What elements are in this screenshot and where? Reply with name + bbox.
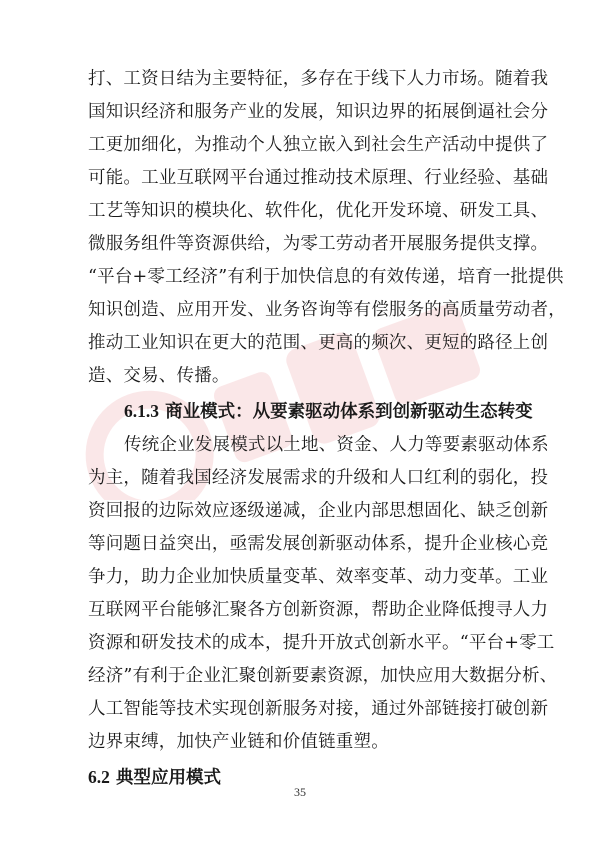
- page-number: 35: [294, 785, 306, 799]
- text-line: 推动工业知识在更大的范围、更高的频次、更短的路径上创: [88, 333, 549, 353]
- text-line: 为主，随着我国经济发展需求的升级和人口红利的弱化，投: [88, 468, 549, 488]
- text-line: 知识创造、应用开发、业务咨询等有偿服务的高质量劳动者，: [88, 300, 566, 320]
- text-line: 资源和研发技术的成本，提升开放式创新水平。“平台+零工: [88, 633, 555, 653]
- text-line: 工更加细化，为推动个人独立嵌入到社会生产活动中提供了: [88, 135, 549, 155]
- text-line: 国知识经济和服务产业的发展，知识边界的拓展倒逼社会分: [88, 102, 549, 122]
- body-paragraph-1: [88, 63, 566, 795]
- section-number: 6.2: [88, 767, 110, 787]
- text-line: 边界束缚，加快产业链和价值链重塑。: [88, 732, 389, 752]
- section-heading-6-1-3: [88, 393, 533, 429]
- text-line: “平台+零工经济”有利于加快信息的有效传递，培育一批提供: [88, 267, 564, 287]
- text-line: 微服务组件等资源供给，为零工劳动者开展服务提供支撑。: [88, 234, 549, 254]
- text-line: 人工智能等技术实现创新服务对接，通过外部链接打破创新: [88, 699, 549, 719]
- text-line: 传统企业发展模式以土地、资金、人力等要素驱动体系: [124, 435, 549, 455]
- text-line: 工艺等知识的模块化、软件化，优化开发环境、研发工具、: [88, 201, 549, 221]
- text-line: 可能。工业互联网平台通过推动技术原理、行业经验、基础: [88, 168, 549, 188]
- section-number: 6.1.3: [124, 401, 159, 421]
- section-title: 典型应用模式: [115, 768, 221, 788]
- section-title: 商业模式：从要素驱动体系到创新驱动生态转变: [165, 402, 533, 422]
- text-line: 争力，助力企业加快质量变革、效率变革、动力变革。工业: [88, 567, 549, 587]
- text-line: 打、工资日结为主要特征，多存在于线下人力市场。随着我: [88, 69, 549, 89]
- text-line: 等问题日益突出，亟需发展创新驱动体系，提升企业核心竞: [88, 534, 549, 554]
- text-line: 经济”有利于企业汇聚创新要素资源，加快应用大数据分析、: [88, 666, 558, 686]
- text-line: 资回报的边际效应逐级递减，企业内部思想固化、缺乏创新: [88, 501, 549, 521]
- text-line: 造、交易、传播。: [88, 366, 230, 386]
- text-line: 互联网平台能够汇聚各方创新资源，帮助企业降低搜寻人力: [88, 600, 549, 620]
